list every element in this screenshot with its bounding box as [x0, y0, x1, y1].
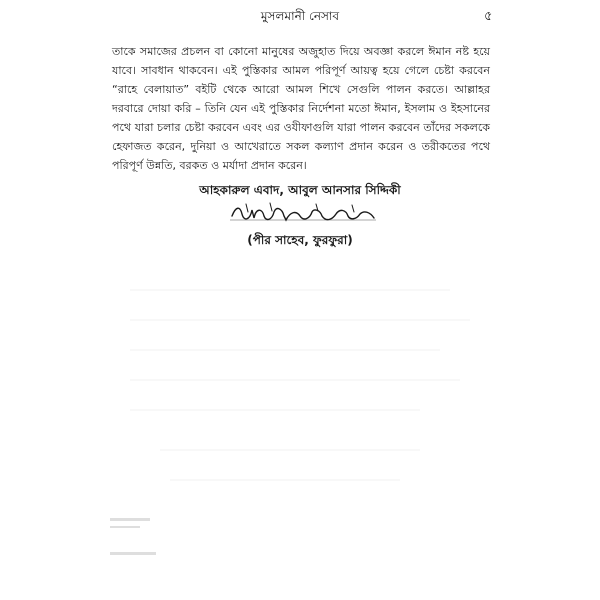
body-paragraph-block	[112, 42, 490, 175]
running-header-title: মুসলমানী নেসাব	[260, 9, 340, 23]
body-paragraph: তাকে সমাজের প্রচলন বা কোনো মানুষের অজুহাত দিয়ে অবজ্ঞা করলে ঈমান নষ্ট হয়ে যাবে। সাবধান থাকবেন। এই পুস্তিকার আমল পরিপূর্ণ আয়ত্ব হয়ে গেলে চেষ্টা করবেন “রাহে বেলায়াত” বইটি থেকে আরো আমল শিখে সেগুলি পালন করতে। আল্লাহর দরবারে দোয়া করি – তিনি যেন এই পুস্তিকার নির্দেশনা মতো ঈমান, ইসলাম ও ইহসানের পথে যারা চলার চেষ্টা করবেন এবং এর ওযীফাগুলি যারা পালন করবেন তাঁদের সকলকে হেফাজত করেন, দুনিয়া ও আখেরাতে সকল কল্যাণ প্রদান করেন ও তরীকতের পথে পরিপূর্ণ উন্নতি, বরকত ও মর্যাদা প্রদান করেন।	[112, 45, 490, 172]
author-line: আহকারুল এবাদ, আবুল আনসার সিদ্দিকী	[199, 183, 401, 197]
bleed-through-marks	[0, 260, 600, 600]
page-number: ৫	[484, 9, 493, 24]
honorific-line: (পীর সাহেব, ফুরফুরা)	[247, 233, 353, 247]
handwritten-signature	[226, 200, 386, 226]
